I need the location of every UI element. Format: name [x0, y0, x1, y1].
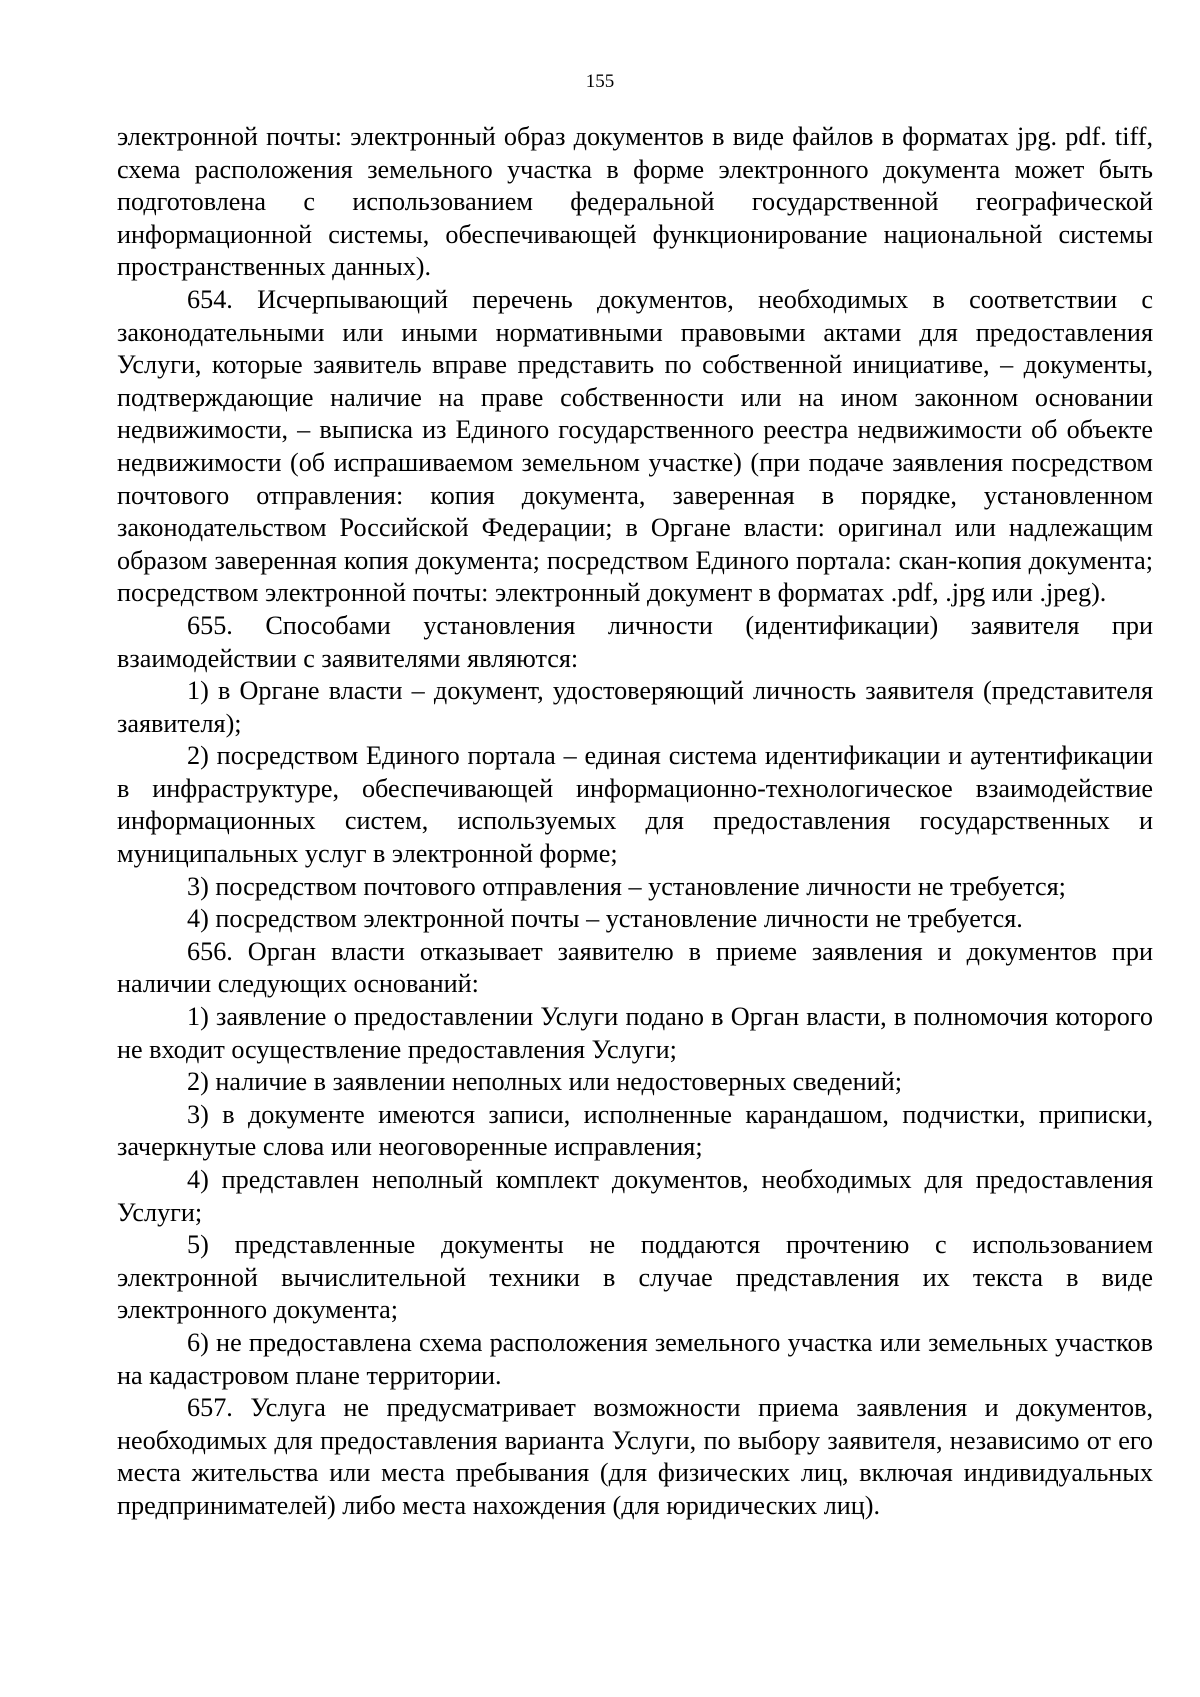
document-body: [117, 121, 1153, 1523]
paragraph-656: 656. Орган власти отказывает заявителю в приеме заявления и документов при наличии следующих оснований:: [117, 936, 1153, 999]
page-number: 155: [585, 71, 615, 92]
list-item-656-3: 3) в документе имеются записи, исполненные карандашом, подчистки, приписки, зачеркнутые слова или неоговоренные исправления;: [117, 1099, 1153, 1162]
list-item-656-5: 5) представленные документы не поддаются прочтению с использованием электронной вычислительной техники в случае представления их текста в виде электронного документа;: [117, 1230, 1153, 1325]
list-item-656-2: 2) наличие в заявлении неполных или недостоверных сведений;: [187, 1067, 902, 1097]
list-item-655-2: 2) посредством Единого портала – единая система идентификации и аутентификации в инфраструктуре, обеспечивающей информационно-технологическое взаимодействие информационных систем, используемых для предоставления государственных и муниципальных услуг в электронной форме;: [117, 741, 1153, 869]
list-item-656-6: 6) не предоставлена схема расположения земельного участка или земельных участков на кадастровом плане территории.: [117, 1327, 1153, 1390]
paragraph-continuation: электронной почты: электронный образ документов в виде файлов в форматах jpg. pdf. tiff, схема расположения земельного участка в форме электронного документа может быть подготовлена с использованием федеральной государственной географической информационной системы, обеспечивающей функционирование национальной системы пространственных данных).: [117, 122, 1153, 282]
paragraph-654: 654. Исчерпывающий перечень документов, необходимых в соответствии с законодательными или иными нормативными правовыми актами для предоставления Услуги, которые заявитель вправе представить по собственной инициативе, – документы, подтверждающие наличие на праве собственности или на ином законном основании недвижимости, – выписка из Единого государственного реестра недвижимости об объекте недвижимости (об испрашиваемом земельном участке) (при подаче заявления посредством почтового отправления: копия документа, заверенная в порядке, установленном законодательством Российской Федерации; в Органе власти: оригинал или надлежащим образом заверенная копия документа; посредством Единого портала: скан-копия документа; посредством электронной почты: электронный документ в форматах .pdf, .jpg или .jpeg).: [117, 284, 1153, 608]
list-item-655-3: 3) посредством почтового отправления – установление личности не требуется;: [187, 871, 1066, 901]
paragraph-655: 655. Способами установления личности (идентификации) заявителя при взаимодействии с заявителями являются:: [117, 610, 1153, 673]
paragraph-657: 657. Услуга не предусматривает возможности приема заявления и документов, необходимых для предоставления варианта Услуги, по выбору заявителя, независимо от его места жительства или места пребывания (для физических лиц, включая индивидуальных предпринимателей) либо места нахождения (для юридических лиц).: [117, 1393, 1153, 1520]
list-item-655-1: 1) в Органе власти – документ, удостоверяющий личность заявителя (представителя заявителя);: [117, 676, 1153, 738]
list-item-656-1: 1) заявление о предоставлении Услуги подано в Орган власти, в полномочия которого не входит осуществление предоставления Услуги;: [117, 1002, 1153, 1064]
list-item-656-4: 4) представлен неполный комплект документов, необходимых для предоставления Услуги;: [117, 1165, 1153, 1227]
list-item-655-4: 4) посредством электронной почты – установление личности не требуется.: [187, 904, 1023, 934]
